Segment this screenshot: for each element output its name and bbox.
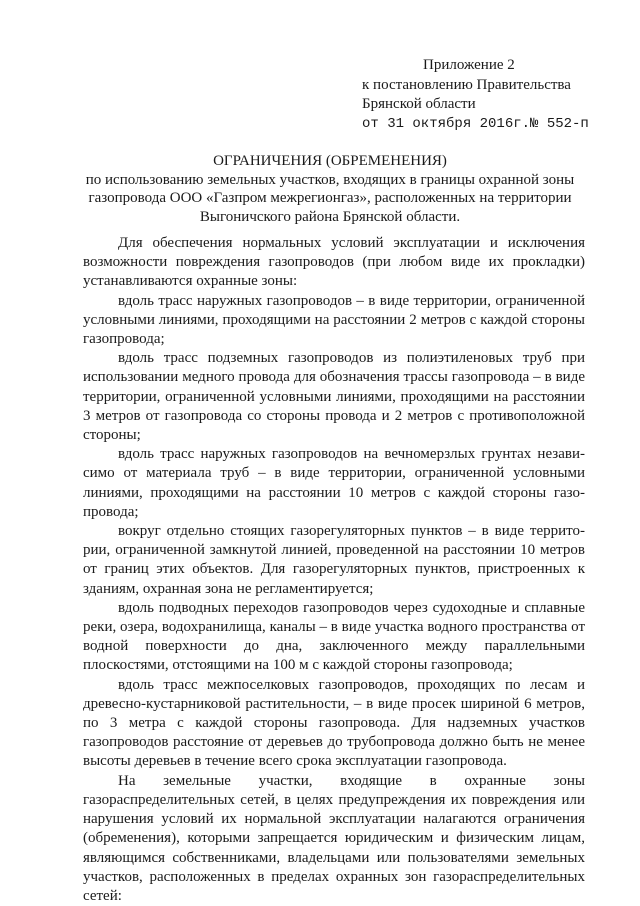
appendix-region: Брянской области (362, 96, 476, 112)
paragraph-permafrost-pipelines: вдоль трасс наружных газопроводов на вечномерзлых грунтах независимо от материала труб – в виде территории, ограниченной условными линиями, проходящими на расстоянии 10 метров с каждой стороны газопровода; (83, 446, 585, 520)
title-subline-3: Выгоничского района Брянской области. (199, 208, 461, 225)
paragraph-land-restrictions: На земельные участки, входящие в охранные зоны газораспределительных сетей, в целях предупреждения их повреждения или нарушения условий их нормальной эксплуатации налагаются ограничения (обременения), которыми запрещается юридическим и физическим лицам, являющимся собственниками, владельцами или пользователями земельных участков, расположенных в пределах охранных зон газораспределительных сетей: (83, 772, 585, 904)
document-body (83, 234, 585, 906)
title-heading: ОГРАНИЧЕНИЯ (ОБРЕМЕНЕНИЯ) (213, 153, 447, 169)
paragraph-intro: Для обеспечения нормальных условий эксплуатации и исключения возможности повреждения газопроводов (при любом виде их прокладки) устанавливаются охранные зоны: (83, 235, 585, 290)
title-subline-2: газопровода ООО «Газпром межрегионгаз», расположенных на территории (88, 190, 572, 206)
paragraph-underwater-crossings: вдоль подводных переходов газопроводов через судоходные и сплавные реки, озера, водохранилища, каналы – в виде участка водного пространства от водной поверхности до дна, заключенного между параллельными плоскостями, отстоящими на 100 м с каждой стороны газопровода; (83, 599, 585, 674)
title-subline-1: по использованию земельных участков, входящих в границы охранной зоны (85, 171, 575, 188)
appendix-number: Приложение 2 (423, 57, 515, 73)
paragraph-forest-pipelines: вдоль трасс межпоселковых газопроводов, проходящих по лесам и древесно-кустарниковой растительности, – в виде просек шириной 6 метров, по 3 метра с каждой стороны газопровода. Для надземных участков газопроводов расстояние от деревьев до трубопровода должно быть не менее высоты деревьев в течение всего срока эксплуатации газопровода. (83, 676, 585, 770)
appendix-resolution-ref: к постановлению Правительства (362, 76, 571, 93)
paragraph-outer-pipelines: вдоль трасс наружных газопроводов – в виде территории, ограниченной условными линиями, проходящими на расстоянии 2 метров с каждой стороны газопровода; (83, 292, 585, 348)
appendix-header (362, 56, 632, 134)
paragraph-regulator-points: вокруг отдельно стоящих газорегуляторных пунктов – в виде территории, ограниченной замкнутой линией, проведенной на расстоянии 10 метров от границ этих объектов. Для газорегуляторных пунктов, пристроенных к зданиям, охранная зона не регламентируется; (83, 523, 585, 597)
paragraph-underground-pipelines: вдоль трасс подземных газопроводов из полиэтиленовых труб при использовании медного провода для обозначения трассы газопровода – в виде территории, ограниченной условными линиями, проходящими на расстоянии 3 метров от газопровода со стороны провода и 2 метров с противоположной стороны; (83, 350, 585, 444)
appendix-date-number: от 31 октября 2016г.№ 552-п (362, 115, 589, 132)
document-title (60, 152, 600, 226)
